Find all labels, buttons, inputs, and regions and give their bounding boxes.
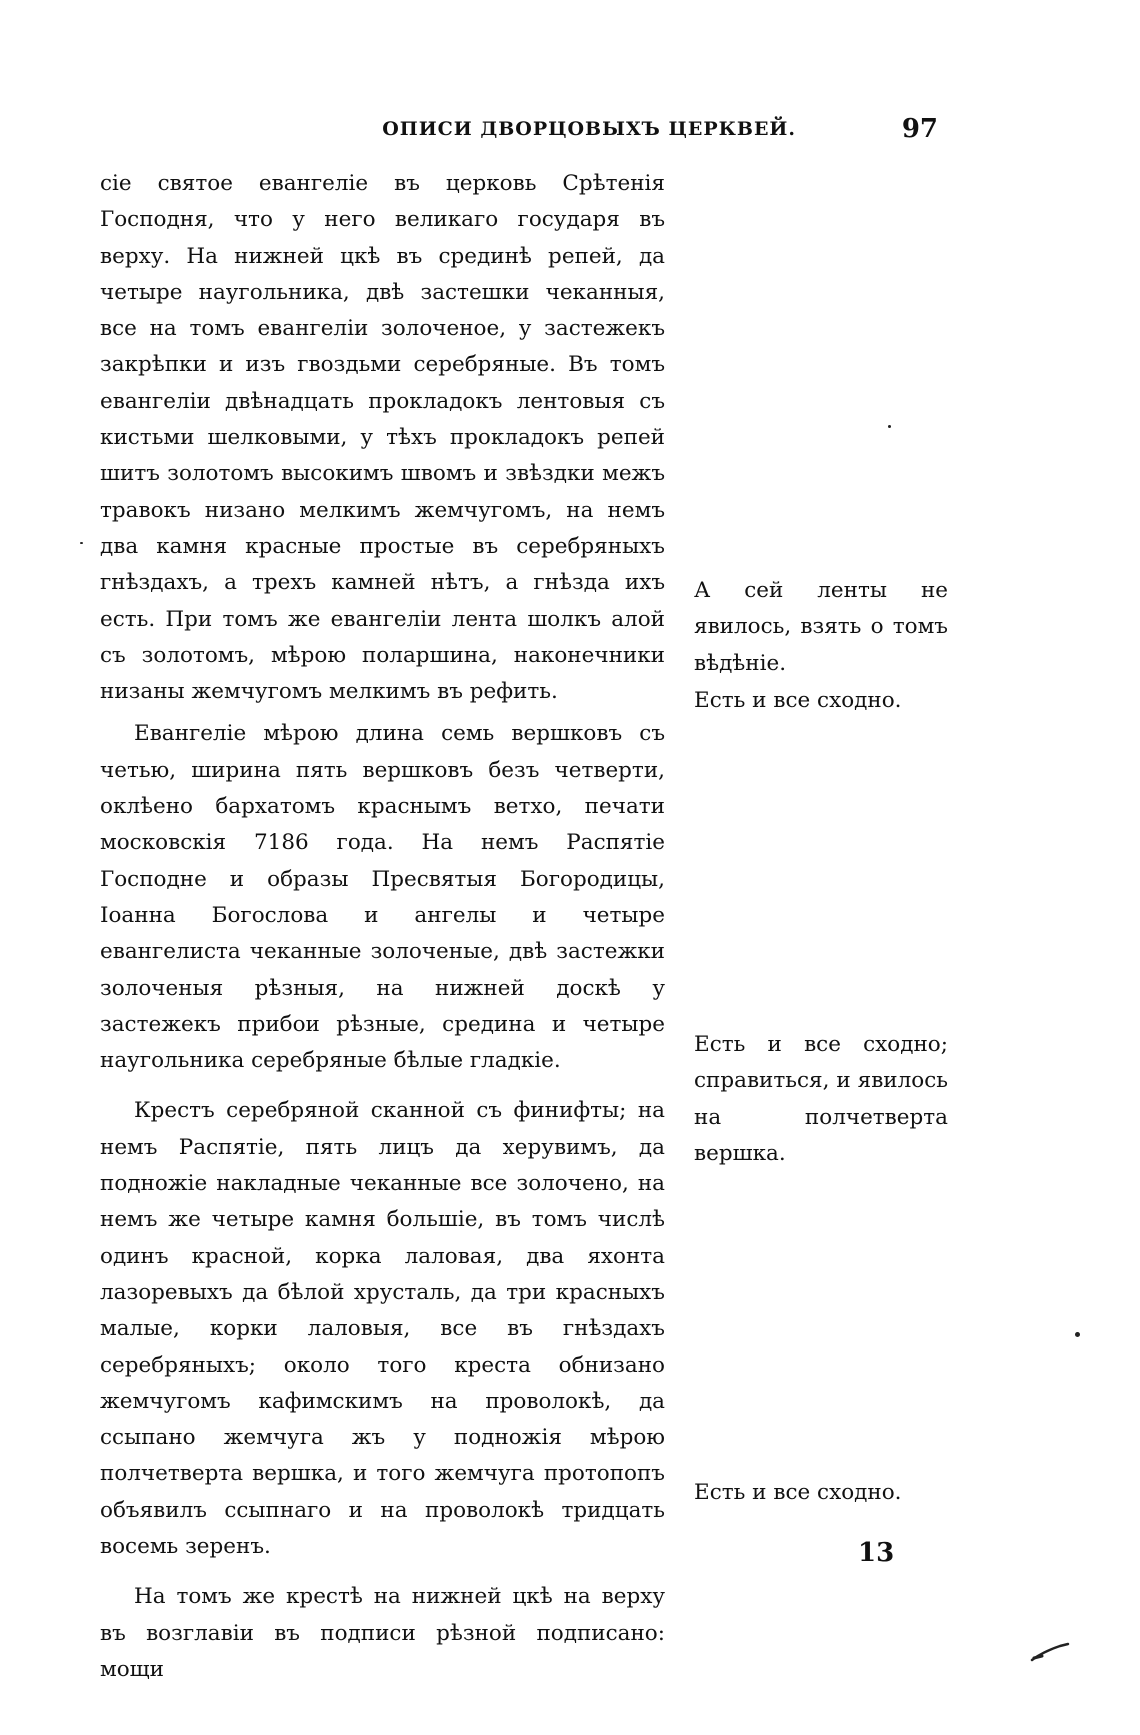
main-text-column	[100, 166, 665, 1688]
margin-note-ribbon: А сей ленты не явилось, взять о томъ вѣдѣніе.	[694, 578, 948, 676]
pen-mark	[1030, 1640, 1070, 1664]
margin-note-cross: Есть и все сходно; справиться, и явилось на полчетверта вершка.	[694, 1032, 948, 1166]
paragraph-gospel-description: сіе святое евангеліе въ церковь Срѣтенія Господня, что у него великаго государя въ верху. На нижней цкѣ въ срединѣ репей, да четыре наугольника, двѣ застешки чеканныя, все на томъ евангеліи золоченое, у застежекъ закрѣпки и изъ гвоздьми серебряные. Въ томъ евангеліи двѣнадцать прокладокъ лентовыя съ кистьми шелковыми, у тѣхъ прокладокъ репей шитъ золотомъ высокимъ швомъ и звѣздки межъ травокъ низано мелкимъ жемчугомъ, на немъ два камня красные простые въ серебряныхъ гнѣздахъ, а трехъ камней нѣтъ, а гнѣзда ихъ есть. При томъ же евангеліи лента шолкъ алой съ золотомъ, мѣрою поларшина, наконечники низаны жемчугомъ мелкимъ въ рефить.	[100, 171, 665, 705]
signature-mark: 13	[858, 1538, 895, 1568]
margin-note-inscription: Есть и все сходно.	[694, 1480, 902, 1505]
print-speck	[80, 542, 83, 544]
paragraph-cross-inscription: На томъ же крестѣ на нижней цкѣ на верху въ возглавіи въ подписи рѣзной подписано: мощи	[100, 1584, 665, 1682]
page-number: 97	[901, 114, 938, 144]
paragraph-gospel-binding: Евангеліе мѣрою длина семь вершковъ съ четью, ширина пять вершковъ безъ четверти, оклѣено бархатомъ краснымъ ветхо, печати московскія 7186 года. На немъ Распятіе Господне и образы Пресвятыя Богородицы, Іоанна Богослова и ангелы и четыре евангелиста чеканные золоченые, двѣ застежки золоченыя рѣзныя, на нижней доскѣ у застежекъ прибои рѣзные, средина и четыре наугольника серебряные бѣлые гладкіе.	[100, 721, 665, 1074]
paragraph-cross-description: Крестъ серебряной сканной съ финифты; на немъ Распятіе, пять лицъ да херувимъ, да подножіе накладные чеканные все золочено, на немъ же четыре камня большіе, въ томъ числѣ одинъ красной, корка лаловая, два яхонта лазоревыхъ да бѣлой хрусталь, да три красныхъ малые, корки лаловыя, все въ гнѣздахъ серебряныхъ; около того креста обнизано жемчугомъ кафимскимъ на проволокѣ, да ссыпано жемчуга жъ у подножія мѣрою полчетверта вершка, и того жемчуга протопопъ объявилъ ссыпнаго и на проволокѣ тридцать восемь зеренъ.	[100, 1098, 665, 1559]
margin-note-gospel: Есть и все сходно.	[694, 688, 902, 713]
running-header	[100, 114, 938, 148]
print-speck	[1075, 1332, 1080, 1337]
running-title: ОПИСИ ДВОРЦОВЫХЪ ЦЕРКВЕЙ.	[382, 118, 796, 140]
print-speck	[888, 425, 891, 428]
